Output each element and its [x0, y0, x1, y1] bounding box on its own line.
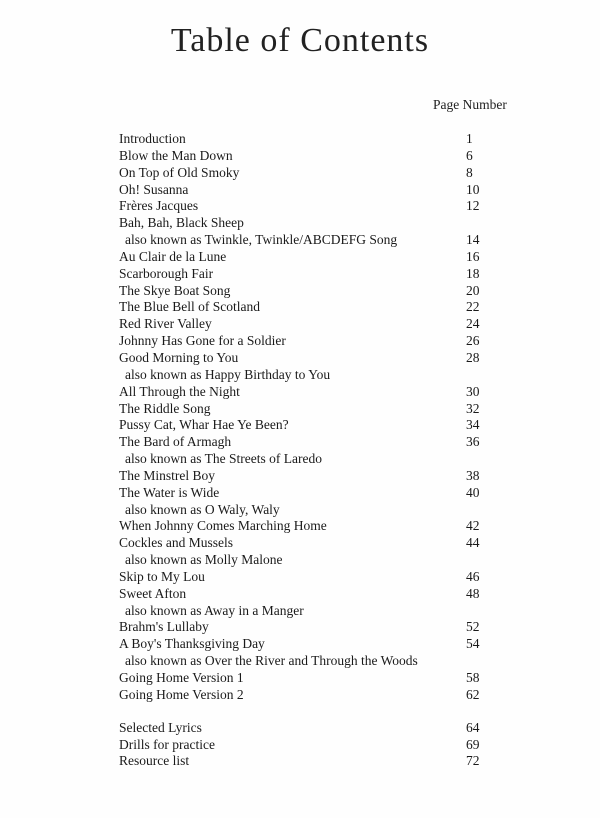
toc-page-number: 58	[466, 670, 480, 685]
toc-alias-row	[119, 603, 489, 620]
toc-entry-title: Johnny Has Gone for a Soldier	[119, 333, 286, 349]
toc-page-number: 8	[466, 164, 473, 180]
toc-page-number: 40	[466, 484, 480, 500]
toc-entry-row	[119, 333, 489, 350]
toc-entry-row	[119, 569, 489, 586]
toc-page-number: 1	[466, 131, 473, 146]
toc-entry-title: Sweet Afton	[119, 585, 187, 601]
toc-page-number: 24	[466, 316, 480, 332]
toc-page-number: 72	[466, 753, 480, 769]
toc-entry-row	[119, 518, 489, 535]
toc-alias-text: also known as O Waly, Waly	[125, 501, 280, 517]
toc-entry-title: Oh! Susanna	[119, 181, 189, 197]
toc-page-number: 62	[466, 686, 480, 702]
toc-entry-row	[119, 670, 489, 687]
toc-entry-title: Bah, Bah, Black Sheep	[119, 215, 244, 231]
toc-entry-row	[119, 249, 489, 266]
page-title: Table of Contents	[170, 22, 430, 59]
toc-entry-row	[119, 401, 489, 418]
toc-entry-row	[119, 687, 489, 704]
toc-entry-row	[119, 636, 489, 653]
toc-entry-row	[119, 266, 489, 283]
toc-page-number: 69	[466, 736, 480, 752]
toc-entry-title: Skip to My Lou	[119, 568, 205, 584]
toc-entry-row	[119, 350, 489, 367]
toc-entry-row	[119, 619, 489, 636]
toc-entry-title: Au Clair de la Lune	[119, 248, 227, 264]
toc-entry-row	[119, 468, 489, 485]
toc-entry-title: The Riddle Song	[119, 400, 211, 416]
toc-entry-title: Going Home Version 2	[119, 686, 244, 702]
toc-alias-text: also known as Molly Malone	[125, 552, 283, 568]
toc-entry-title: Frères Jacques	[119, 198, 199, 214]
toc-entry-row	[119, 434, 489, 451]
toc-entry-title: Drills for practice	[119, 736, 215, 752]
toc-alias-row	[119, 653, 489, 670]
toc-entry-title: Good Morning to You	[119, 349, 239, 365]
toc-entry-row	[119, 485, 489, 502]
toc-entry-title: When Johnny Comes Marching Home	[119, 518, 327, 534]
toc-alias-text: also known as Away in a Manger	[125, 602, 304, 618]
toc-alias-row	[119, 552, 489, 569]
toc-entry-title: Scarborough Fair	[119, 265, 214, 281]
toc-page-number: 28	[466, 349, 480, 365]
toc-page-number: 34	[466, 417, 480, 433]
toc-entry-title: The Minstrel Boy	[119, 467, 215, 483]
toc-entry-row	[119, 316, 489, 333]
toc-entry-title: All Through the Night	[119, 383, 240, 399]
toc-page-number: 12	[466, 198, 480, 214]
toc-entry-title: Resource list	[119, 753, 190, 769]
toc-entry-title: The Blue Bell of Scotland	[119, 299, 260, 315]
toc-alias-text: also known as Happy Birthday to You	[125, 366, 331, 382]
toc-page-number: 44	[466, 535, 480, 551]
toc-entry-row	[119, 535, 489, 552]
toc-alias-row	[119, 367, 489, 384]
toc-entry-title: Blow the Man Down	[119, 147, 233, 163]
toc-page-number: 20	[466, 282, 480, 298]
toc-entry-title: Introduction	[119, 131, 186, 146]
toc-entry-title: The Skye Boat Song	[119, 282, 231, 298]
toc-entry-title: Selected Lyrics	[119, 719, 202, 735]
toc-entry-row	[119, 753, 489, 770]
toc-entry-title: Cockles and Mussels	[119, 535, 233, 551]
toc-entry-title: The Bard of Armagh	[119, 434, 232, 450]
toc-entry-row	[119, 215, 489, 232]
toc-alias-row	[119, 451, 489, 468]
toc-entry-row	[119, 131, 489, 148]
toc-entry-title: Pussy Cat, Whar Hae Ye Been?	[119, 417, 289, 433]
toc-entry-row	[119, 737, 489, 754]
toc-alias-text: also known as Over the River and Through the Woods	[125, 653, 418, 669]
toc-alias-text: also known as The Streets of Laredo	[125, 451, 322, 467]
toc-page-number: 6	[466, 147, 473, 163]
toc-page-number: 32	[466, 400, 480, 416]
toc-page-number: 22	[466, 299, 480, 315]
toc-page-number: 38	[466, 467, 480, 483]
table-of-contents-list	[119, 131, 489, 770]
toc-entry-row	[119, 586, 489, 603]
toc-entry-row	[119, 165, 489, 182]
toc-entry-title: A Boy's Thanksgiving Day	[119, 636, 265, 652]
toc-alias-row	[119, 502, 489, 519]
toc-page-number: 42	[466, 518, 480, 534]
toc-page-number: 30	[466, 383, 480, 399]
toc-page-number: 52	[466, 619, 480, 635]
toc-entry-title: The Water is Wide	[119, 484, 220, 500]
toc-entry-row	[119, 384, 489, 401]
toc-page-number: 46	[466, 568, 480, 584]
toc-entry-row	[119, 720, 489, 737]
toc-page-number: 54	[466, 636, 480, 652]
toc-page-number: 48	[466, 585, 480, 601]
toc-entry-row	[119, 198, 489, 215]
toc-entry-title: On Top of Old Smoky	[119, 164, 240, 180]
toc-page-number: 10	[466, 181, 480, 197]
toc-page-number: 18	[466, 265, 480, 281]
toc-entry-row	[119, 417, 489, 434]
toc-entry-row	[119, 148, 489, 165]
toc-page-number: 16	[466, 248, 480, 264]
toc-entry-row	[119, 299, 489, 316]
toc-page-number: 14	[466, 232, 480, 248]
toc-alias-text: also known as Twinkle, Twinkle/ABCDEFG Song	[125, 232, 398, 248]
toc-entry-title: Brahm's Lullaby	[119, 619, 209, 635]
toc-entry-row	[119, 182, 489, 199]
toc-page-number: 64	[466, 719, 480, 735]
toc-entry-row	[119, 283, 489, 300]
toc-page-number: 36	[466, 434, 480, 450]
toc-alias-row	[119, 232, 489, 249]
toc-entry-title: Red River Valley	[119, 316, 212, 332]
toc-entry-title: Going Home Version 1	[119, 670, 244, 685]
toc-page-number: 26	[466, 333, 480, 349]
page-number-column-header: Page Number	[433, 97, 507, 112]
